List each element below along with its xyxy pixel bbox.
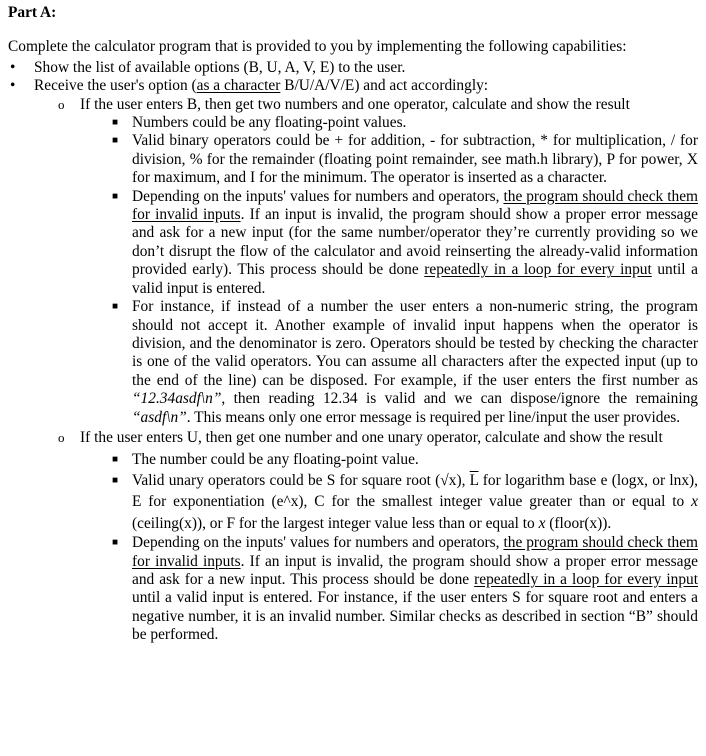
item-b-operators: ■ Valid binary operators could be + for addition, - for subtraction, * for multiplication, / for division, % for the remainder (floating point remainder, see math.h library), P for power, X for maximum, and I for the minimum. The operator is inserted as a character.	[112, 132, 698, 187]
intro-paragraph: Complete the calculator program that is provided to you by implementing the following capabilities:	[8, 38, 627, 56]
item-b-example: ■ For instance, if instead of a number the user enters a non-numeric string, the program should not accept it. Another example of invalid input happens when the operator is division, and the denominator is zero. Operators should be tested by checking the character is one of the valid operators. You can assume all characters after the expected input (up to the end of the line) can be disposed. For example, if the user enters the first number as “12.34asdf\n”, then reading 12.34 is valid and we can dispose/ignore the remaining “asdf\n”. This means only one error message is required per line/input the user provides.	[112, 298, 698, 426]
square-bullet: ■	[112, 537, 119, 549]
square-bullet: ■	[112, 301, 119, 313]
circle-bullet: o	[58, 429, 65, 445]
item-u-validation: ■ Depending on the inputs' values for numbers and operators, the program should check them for invalid inputs. If an input is invalid, the program should show a proper error message and ask for a new input. This process should be done repeatedly in a loop for every input until a valid input is entered. For instance, if the user enters S for square root and enters a negative number, it is an invalid number. Similar checks as described in section “B” should be performed.	[112, 534, 698, 644]
subbullet-b: o If the user enters B, then get two numbers and one operator, calculate and show the result	[58, 95, 630, 113]
square-bullet: ■	[112, 135, 119, 147]
square-bullet: ■	[112, 454, 119, 466]
bullet-dot: •	[10, 77, 16, 95]
bullet-receive: • Receive the user's option (as a character B/U/A/V/E) and act accordingly:	[10, 77, 489, 95]
square-bullet: ■	[112, 190, 119, 202]
square-bullet: ■	[112, 474, 119, 486]
item-u-number: ■ The number could be any floating-point value.	[112, 451, 419, 469]
subbullet-u: o If the user enters U, then get one number and one unary operator, calculate and show the result	[58, 428, 663, 446]
item-b-validation: ■ Depending on the inputs' values for numbers and operators, the program should check them for invalid inputs. If an input is invalid, the program should show a proper error message and ask for a new input (for the same number/operator they’re currently providing so we don’t disrupt the flow of the calculator and avoid reinserting the already-valid information provided early). This process should be done repeatedly in a loop for every input until a valid input is entered.	[112, 187, 698, 297]
square-bullet: ■	[112, 117, 119, 129]
circle-bullet: o	[58, 96, 65, 112]
item-u-operators: ■ Valid unary operators could be S for square root (√x), $\overline{L}$ for logarithm base e (logx, or lnx), E for exponentiation (e^x), C for the smallest integer value greater than or equal to x (ceiling(x)), or F for the largest integer value less than or equal to x (floor(x)).	[8, 470, 698, 535]
bullet-options: • Show the list of available options (B, U, A, V, E) to the user.	[10, 58, 406, 76]
document-page	[8, 4, 698, 645]
bullet-dot: •	[10, 58, 16, 76]
item-b-numbers: ■ Numbers could be any floating-point values.	[112, 114, 407, 132]
part-heading: Part A:	[8, 4, 57, 21]
